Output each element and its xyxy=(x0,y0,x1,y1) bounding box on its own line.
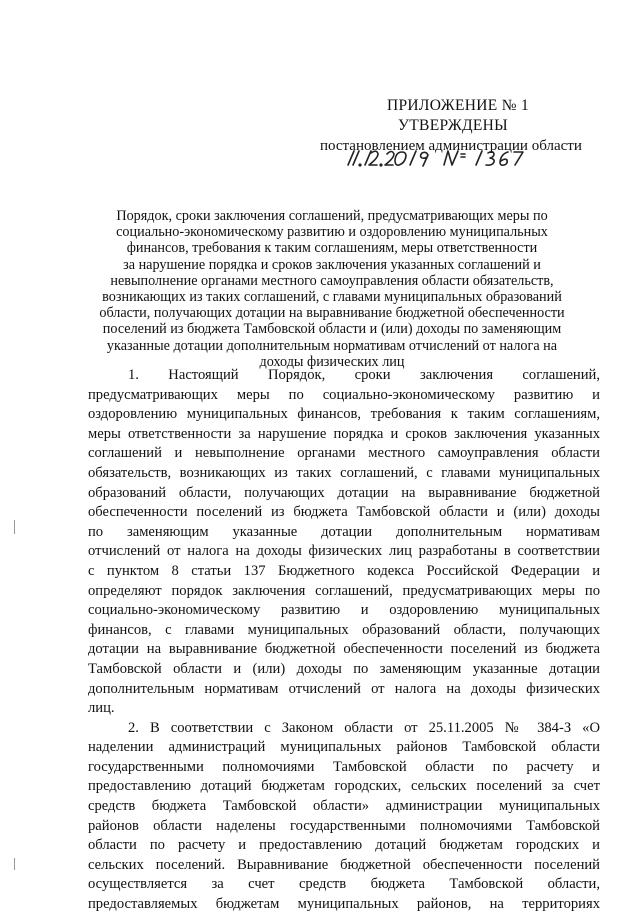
body-line: осуществляется за счет средств бюджета Тамбовской области, xyxy=(88,876,600,893)
body-line: предоставляемых бюджетам муниципальных районов, на территориях xyxy=(88,896,600,913)
handwritten-date-number xyxy=(340,145,540,171)
body-line: с пунктом 8 статьи 137 Бюджетного кодекса Российской Федерации и xyxy=(88,562,600,579)
document-title xyxy=(82,208,582,370)
body-line: обязательств, возникающих из таких соглашений, с главами муниципальных xyxy=(88,464,600,481)
body-line: социально-экономическому развитию и оздоровлению муниципальных xyxy=(88,602,600,619)
paragraph-1 xyxy=(88,366,600,719)
appendix-label: ПРИЛОЖЕНИЕ № 1 xyxy=(386,97,530,114)
body-line: отчислений от налога на доходы физических лиц разработаны в соответствии xyxy=(88,543,600,560)
title-line: доходы физических лиц xyxy=(259,353,405,370)
body-line: предусматривающих меры по социально-экономическому развитию и xyxy=(88,386,600,403)
body-line: предоставлению дотаций бюджетам городских, сельских поселений за счет xyxy=(88,778,600,795)
body-line: 2. В соответствии с Законом области от 25.11.2005 № 384-З «О xyxy=(128,719,600,736)
body-line: финансов, с главами муниципальных образований области, получающих xyxy=(88,621,600,638)
title-line: возникающих из таких соглашений, с главами муниципальных образований xyxy=(102,289,562,306)
title-line: указанные дотации дополнительным нормативам отчислений от налога на xyxy=(106,337,558,354)
scan-margin-mark xyxy=(14,858,15,870)
title-line: области, получающих дотации на выравнивание бюджетной обеспеченности xyxy=(99,305,565,322)
title-line: Порядок, сроки заключения соглашений, предусматривающих меры по xyxy=(116,208,548,224)
resolution-label: постановлением администрации области xyxy=(320,138,582,154)
body-line: дотации на выравнивание бюджетной обеспеченности поселений из бюджета xyxy=(88,641,600,658)
body-line: лиц. xyxy=(88,700,115,717)
body-line: государственными полномочиями Тамбовской области по расчету и xyxy=(88,758,600,775)
body-line: 1. Настоящий Порядок, сроки заключения соглашений, xyxy=(128,367,600,383)
body-line: обеспеченности поселений из бюджета Тамбовской области и (или) доходы xyxy=(88,504,600,521)
document-body xyxy=(88,366,600,915)
title-line: поселений из бюджета Тамбовской области и (или) доходы по заменяющим xyxy=(102,321,562,338)
scan-margin-mark xyxy=(14,520,15,534)
title-line: за нарушение порядка и сроков заключения указанных соглашений и xyxy=(123,256,541,273)
body-line: средств бюджета Тамбовской области» администрации муниципальных xyxy=(88,798,600,815)
title-line: невыполнение органами местного самоуправления области обязательств, xyxy=(110,272,554,289)
body-line: меры ответственности за нарушение порядка и сроков заключения указанных xyxy=(88,425,600,442)
body-line: соглашений и невыполнение органами местного самоуправления области xyxy=(88,445,600,462)
body-line: по заменяющим указанные дотации дополнительным нормативам xyxy=(88,523,600,540)
title-line: социально-экономическому развитию и оздоровлению муниципальных xyxy=(116,224,548,241)
body-line: оздоровлению муниципальных финансов, требования к таким соглашениям, xyxy=(88,406,600,423)
body-line: области по расчету и предоставлению дотаций бюджетам городских и xyxy=(88,837,600,854)
body-line: наделении администраций муниципальных районов Тамбовской области xyxy=(88,739,600,756)
body-line: дополнительным нормативам отчислений от налога на доходы физических xyxy=(88,680,600,697)
body-line: определяют порядок заключения соглашений, предусматривающих меры по xyxy=(88,582,600,599)
body-line: Тамбовской области и (или) доходы по заменяющим указанные дотации xyxy=(88,660,600,677)
body-line: сельских поселений. Выравнивание бюджетной обеспеченности поселений xyxy=(88,856,600,873)
title-line: финансов, требования к таким соглашениям, меры ответственности xyxy=(126,240,538,257)
paragraph-2 xyxy=(88,719,600,915)
approved-label: УТВЕРЖДЕНЫ xyxy=(398,117,508,134)
body-line: районов области наделены государственными полномочиями Тамбовской xyxy=(88,817,600,834)
body-line: образований области, получающих дотации на выравнивание бюджетной xyxy=(88,484,600,501)
